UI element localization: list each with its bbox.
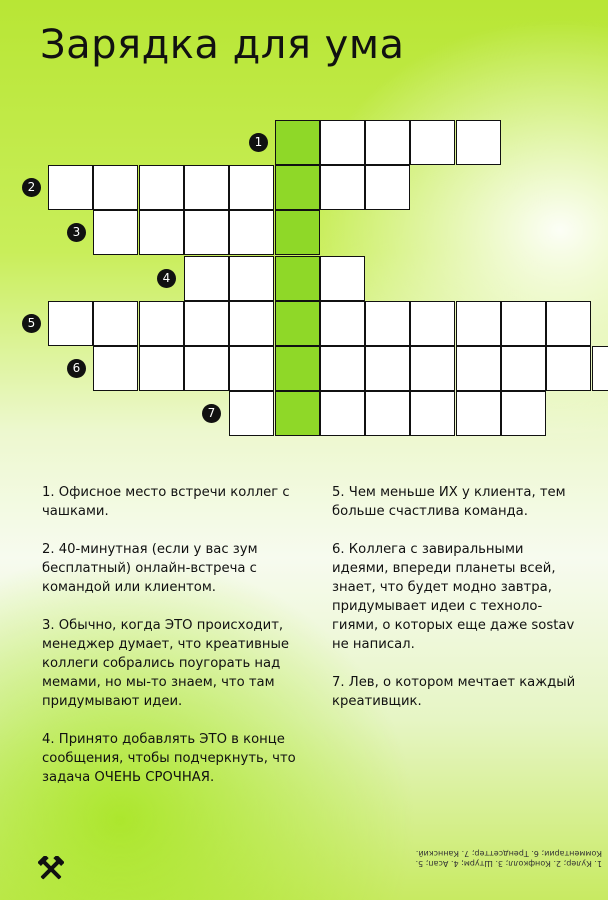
crossword-cell xyxy=(320,256,365,301)
clue-3: 3. Обычно, когда ЭТО происходит, менеджер думает, что креативные коллеги собрались поугорать над мемами, но мы-то знаем, что там придумывают идеи. xyxy=(42,618,290,709)
crossword-cell xyxy=(229,301,274,346)
crossword-cell xyxy=(501,346,546,391)
keyword-cell xyxy=(275,256,320,301)
crossword-cell xyxy=(501,391,546,436)
crossword-cell xyxy=(456,301,501,346)
crossword-cell xyxy=(229,391,274,436)
crossword-cell xyxy=(546,301,591,346)
crossword-cell xyxy=(48,301,93,346)
crossword-cell xyxy=(456,120,501,165)
crossword-cell xyxy=(93,346,138,391)
clue-7: 7. Лев, о котором мечтает каждый креативщик. xyxy=(332,675,576,709)
keyword-cell xyxy=(275,165,320,210)
crossword-cell xyxy=(365,120,410,165)
clue-number-badge: 3 xyxy=(67,223,86,242)
clue-number-badge: 4 xyxy=(157,269,176,288)
keyword-cell xyxy=(275,301,320,346)
clues-right-column xyxy=(332,483,582,730)
crossword-cell xyxy=(410,301,455,346)
crossword-cell xyxy=(320,120,365,165)
crossword-cell xyxy=(365,165,410,210)
clue-1: 1. Офисное место встречи коллег с чашками. xyxy=(42,485,290,519)
crossword-cell xyxy=(410,391,455,436)
crossword-cell xyxy=(229,256,274,301)
crossword-cell xyxy=(139,210,184,255)
crossword-cell xyxy=(501,301,546,346)
keyword-cell xyxy=(275,210,320,255)
keyword-cell xyxy=(275,346,320,391)
clues-left-column xyxy=(42,483,302,806)
crossword-cell xyxy=(456,346,501,391)
clue-5: 5. Чем меньше ИХ у клиента, тем больше счастлива команда. xyxy=(332,485,566,519)
crossword-cell xyxy=(410,346,455,391)
clue-number-badge: 1 xyxy=(249,133,268,152)
crossword-cell xyxy=(93,210,138,255)
crossword-cell xyxy=(184,256,229,301)
keyword-cell xyxy=(275,391,320,436)
crossword-cell xyxy=(229,346,274,391)
crossword-cell xyxy=(184,210,229,255)
clue-number-badge: 5 xyxy=(22,314,41,333)
crossword-cell xyxy=(365,391,410,436)
crossword-cell xyxy=(93,301,138,346)
crossword-cell xyxy=(139,301,184,346)
keyword-cell xyxy=(275,120,320,165)
hammers-icon xyxy=(38,856,64,882)
clue-4: 4. Принято добавлять ЭТО в конце сообщения, чтобы подчеркнуть, что задача ОЧЕНЬ СРОЧНАЯ. xyxy=(42,732,296,785)
crossword-cell xyxy=(546,346,591,391)
crossword-cell xyxy=(320,165,365,210)
page-title: Зарядка для ума xyxy=(40,22,405,68)
crossword-cell xyxy=(320,391,365,436)
clue-number-badge: 7 xyxy=(202,404,221,423)
clue-6: 6. Коллега с завиральными идеями, впереди планеты всей, знает, что будет модно завтра, придумывает идеи с техноло-гиями, о которых еще даже sostav не написал. xyxy=(332,542,575,652)
answers-upside-down: 1. Кулер; 2. Конфколл; 3. Штурм; 4. Асап; 5. Комментарии; 6. Трендсеттер; 7. Каннский. xyxy=(415,849,602,868)
crossword-cell xyxy=(365,301,410,346)
crossword-cell xyxy=(184,301,229,346)
crossword-cell xyxy=(139,346,184,391)
crossword-cell xyxy=(456,391,501,436)
clue-2: 2. 40-минутная (если у вас зум бесплатный) онлайн-встреча с командой или клиентом. xyxy=(42,542,258,595)
crossword-cell xyxy=(184,165,229,210)
crossword-cell xyxy=(365,346,410,391)
crossword-cell xyxy=(139,165,184,210)
crossword-cell xyxy=(48,165,93,210)
crossword-cell xyxy=(93,165,138,210)
crossword-cell xyxy=(320,346,365,391)
clue-number-badge: 2 xyxy=(22,178,41,197)
crossword-cell xyxy=(229,210,274,255)
crossword-cell xyxy=(184,346,229,391)
crossword-cell xyxy=(410,120,455,165)
crossword-cell xyxy=(229,165,274,210)
crossword-cell xyxy=(592,346,608,391)
clue-number-badge: 6 xyxy=(67,359,86,378)
crossword-cell xyxy=(320,301,365,346)
